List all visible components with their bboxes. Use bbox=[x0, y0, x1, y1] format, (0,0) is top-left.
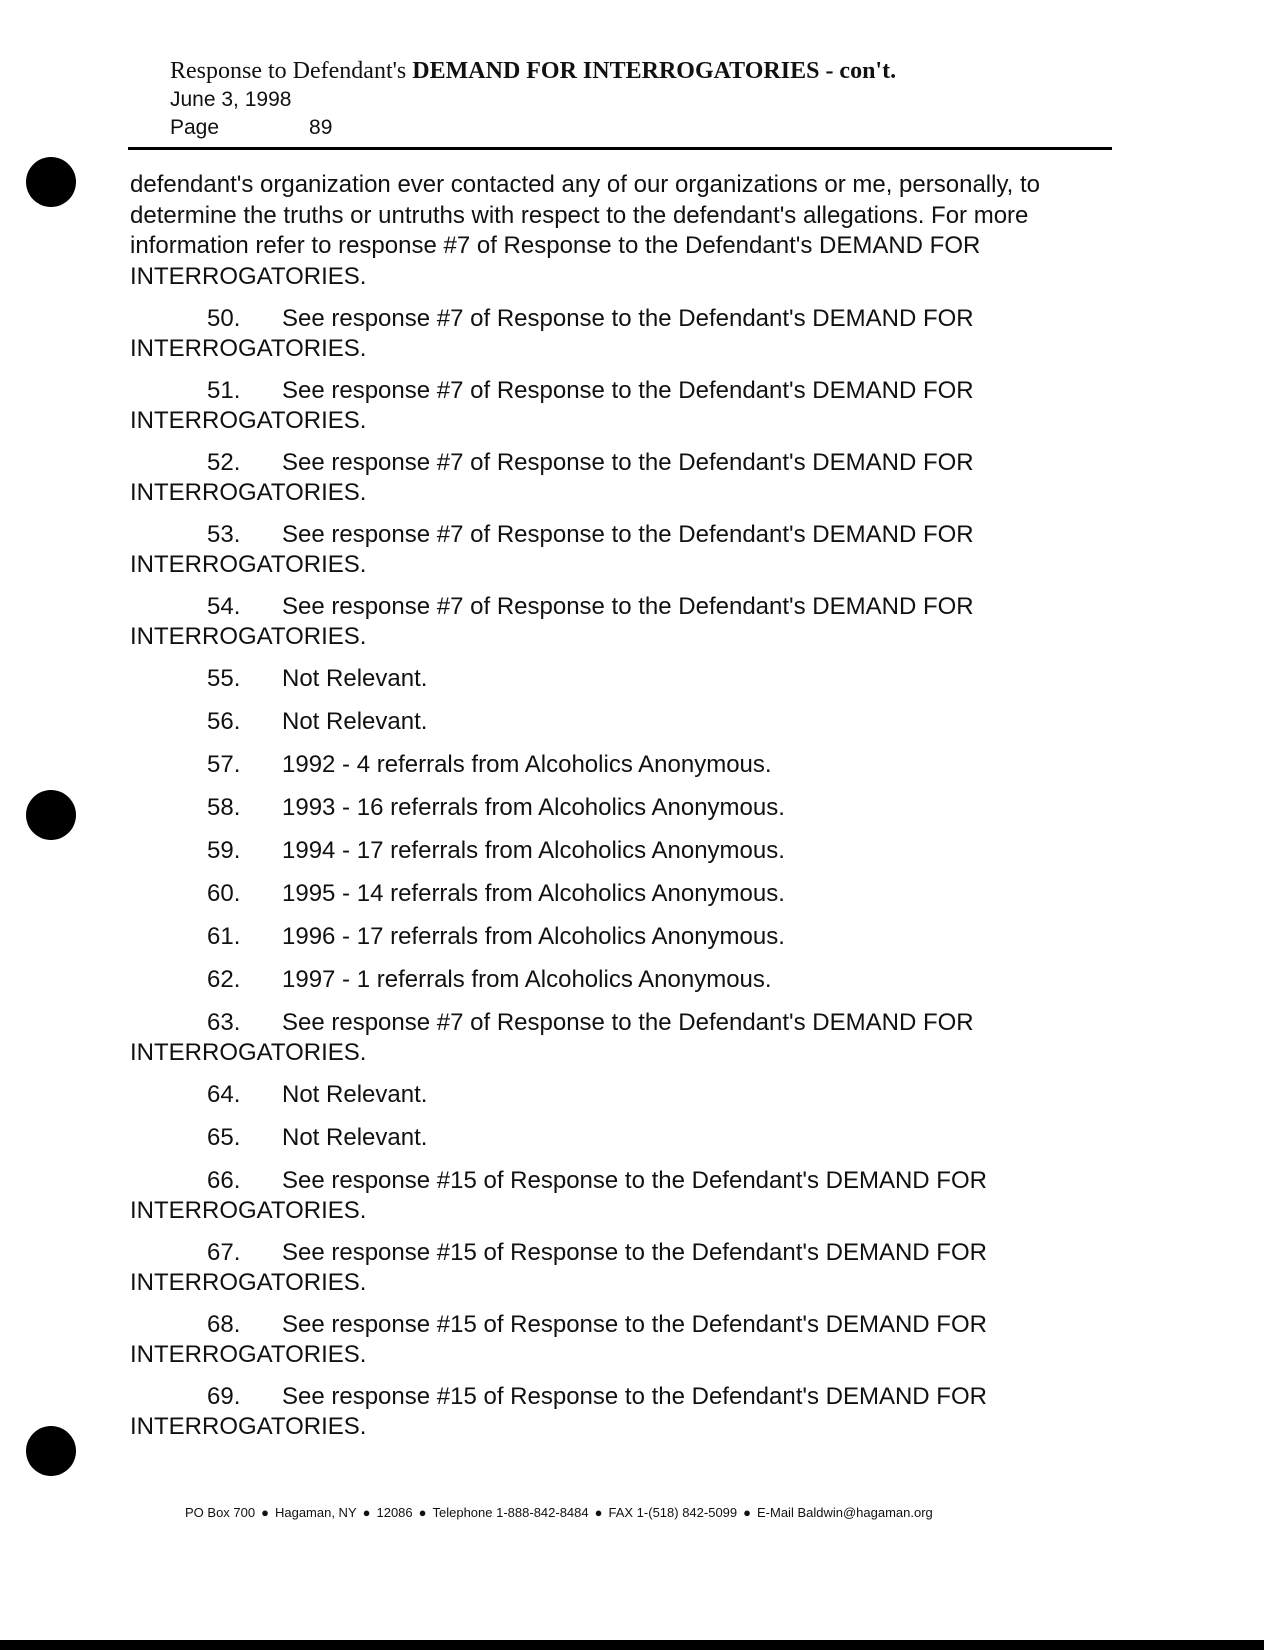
item-text: 1997 - 1 referrals from Alcoholics Anonymous. bbox=[282, 966, 772, 993]
item-continuation: INTERROGATORIES. bbox=[130, 1039, 367, 1066]
item-number: 69. bbox=[207, 1383, 241, 1410]
item-line bbox=[130, 1382, 1110, 1412]
item-continuation: INTERROGATORIES. bbox=[130, 1269, 367, 1296]
item-continuation: INTERROGATORIES. bbox=[130, 623, 367, 650]
item-text: See response #7 of Response to the Defendant's DEMAND FOR bbox=[282, 1009, 974, 1036]
list-item bbox=[130, 1080, 1110, 1110]
item-number: 56. bbox=[207, 708, 241, 735]
footer-email: E-Mail Baldwin@hagaman.org bbox=[757, 1505, 933, 1520]
header-title bbox=[170, 56, 896, 86]
list-item bbox=[130, 304, 1110, 364]
item-line bbox=[130, 1008, 1110, 1038]
item-text: Not Relevant. bbox=[282, 1124, 428, 1151]
header-page bbox=[170, 114, 896, 142]
list-item bbox=[130, 1310, 1110, 1370]
header-rule bbox=[128, 147, 1112, 150]
scan-edge-bar bbox=[0, 1640, 1264, 1650]
item-line bbox=[130, 750, 1110, 780]
punch-hole-bottom bbox=[26, 1426, 76, 1476]
item-continuation: INTERROGATORIES. bbox=[130, 1197, 367, 1224]
item-number: 61. bbox=[207, 923, 241, 950]
item-continuation: INTERROGATORIES. bbox=[130, 407, 367, 434]
footer-po-box: PO Box 700 bbox=[185, 1505, 256, 1520]
punch-hole-middle bbox=[26, 790, 76, 840]
bullet-icon: ● bbox=[594, 1505, 603, 1520]
item-text: See response #15 of Response to the Defendant's DEMAND FOR bbox=[282, 1311, 987, 1338]
footer-telephone: Telephone 1-888-842-8484 bbox=[432, 1505, 589, 1520]
list-item bbox=[130, 707, 1110, 737]
item-number: 59. bbox=[207, 837, 241, 864]
item-line bbox=[130, 448, 1110, 478]
list-item bbox=[130, 664, 1110, 694]
footer-fax: FAX 1-(518) 842-5099 bbox=[608, 1505, 738, 1520]
item-text: See response #15 of Response to the Defendant's DEMAND FOR bbox=[282, 1239, 987, 1266]
item-number: 62. bbox=[207, 966, 241, 993]
item-line bbox=[130, 1080, 1110, 1110]
response-list bbox=[130, 304, 1110, 1442]
lead-paragraph: defendant's organization ever contacted any of our organizations or me, personally, to determine the truths or untruths with respect to the defendant's allegations. For more information refer to response #7 of Response to the Defendant's DEMAND FOR INTERROGATORIES. bbox=[130, 171, 1041, 290]
item-number: 50. bbox=[207, 305, 241, 332]
page-footer bbox=[185, 1505, 933, 1520]
item-line bbox=[130, 664, 1110, 694]
list-item bbox=[130, 879, 1110, 909]
item-line bbox=[130, 707, 1110, 737]
page-number: 89 bbox=[309, 116, 333, 139]
list-item bbox=[130, 922, 1110, 952]
item-text: See response #7 of Response to the Defendant's DEMAND FOR bbox=[282, 305, 974, 332]
item-line bbox=[130, 1238, 1110, 1268]
item-line bbox=[130, 592, 1110, 622]
item-text: 1996 - 17 referrals from Alcoholics Anonymous. bbox=[282, 923, 785, 950]
bullet-icon: ● bbox=[261, 1505, 269, 1520]
list-item bbox=[130, 376, 1110, 436]
item-continuation: INTERROGATORIES. bbox=[130, 335, 367, 362]
list-item bbox=[130, 1166, 1110, 1226]
item-line bbox=[130, 304, 1110, 334]
item-line bbox=[130, 376, 1110, 406]
item-line bbox=[130, 1310, 1110, 1340]
item-number: 65. bbox=[207, 1124, 241, 1151]
document-body bbox=[130, 170, 1110, 1454]
item-text: See response #7 of Response to the Defendant's DEMAND FOR bbox=[282, 521, 974, 548]
item-continuation: INTERROGATORIES. bbox=[130, 1341, 367, 1368]
item-line bbox=[130, 922, 1110, 952]
item-text: See response #15 of Response to the Defendant's DEMAND FOR bbox=[282, 1383, 987, 1410]
header-title-bold: DEMAND FOR INTERROGATORIES - con't. bbox=[412, 58, 897, 84]
item-line bbox=[130, 965, 1110, 995]
item-line bbox=[130, 520, 1110, 550]
item-text: See response #7 of Response to the Defendant's DEMAND FOR bbox=[282, 377, 974, 404]
item-line bbox=[130, 1123, 1110, 1153]
footer-city: Hagaman, NY bbox=[274, 1505, 357, 1520]
item-number: 66. bbox=[207, 1167, 241, 1194]
item-number: 63. bbox=[207, 1009, 241, 1036]
item-text: Not Relevant. bbox=[282, 1081, 428, 1108]
item-number: 55. bbox=[207, 665, 241, 692]
item-number: 64. bbox=[207, 1081, 241, 1108]
list-item bbox=[130, 1123, 1110, 1153]
list-item bbox=[130, 793, 1110, 823]
page-header bbox=[170, 56, 896, 142]
list-item bbox=[130, 1382, 1110, 1442]
item-line bbox=[130, 836, 1110, 866]
item-text: See response #7 of Response to the Defendant's DEMAND FOR bbox=[282, 449, 974, 476]
item-number: 54. bbox=[207, 593, 241, 620]
item-text: Not Relevant. bbox=[282, 665, 428, 692]
item-number: 67. bbox=[207, 1239, 241, 1266]
item-number: 57. bbox=[207, 751, 241, 778]
item-line bbox=[130, 793, 1110, 823]
item-text: 1994 - 17 referrals from Alcoholics Anonymous. bbox=[282, 837, 785, 864]
list-item bbox=[130, 520, 1110, 580]
list-item bbox=[130, 448, 1110, 508]
punch-hole-top bbox=[26, 157, 76, 207]
footer-zip: 12086 bbox=[376, 1505, 413, 1520]
item-text: See response #15 of Response to the Defendant's DEMAND FOR bbox=[282, 1167, 987, 1194]
item-text: 1995 - 14 referrals from Alcoholics Anonymous. bbox=[282, 880, 785, 907]
item-continuation: INTERROGATORIES. bbox=[130, 1413, 367, 1440]
list-item bbox=[130, 965, 1110, 995]
item-text: 1993 - 16 referrals from Alcoholics Anonymous. bbox=[282, 794, 785, 821]
bullet-icon: ● bbox=[418, 1505, 427, 1520]
bullet-icon: ● bbox=[362, 1505, 371, 1520]
header-date: June 3, 1998 bbox=[170, 88, 292, 111]
item-continuation: INTERROGATORIES. bbox=[130, 551, 367, 578]
item-number: 68. bbox=[207, 1311, 241, 1338]
item-continuation: INTERROGATORIES. bbox=[130, 479, 367, 506]
bullet-icon: ● bbox=[743, 1505, 751, 1520]
item-number: 58. bbox=[207, 794, 241, 821]
list-item bbox=[130, 592, 1110, 652]
item-line bbox=[130, 879, 1110, 909]
item-text: Not Relevant. bbox=[282, 708, 428, 735]
item-number: 51. bbox=[207, 377, 241, 404]
header-title-prefix: Response to Defendant's bbox=[170, 58, 413, 84]
list-item bbox=[130, 750, 1110, 780]
item-text: 1992 - 4 referrals from Alcoholics Anonymous. bbox=[282, 751, 772, 778]
list-item bbox=[130, 1238, 1110, 1298]
item-number: 53. bbox=[207, 521, 241, 548]
list-item bbox=[130, 1008, 1110, 1068]
item-line bbox=[130, 1166, 1110, 1196]
item-number: 52. bbox=[207, 449, 241, 476]
list-item bbox=[130, 836, 1110, 866]
item-text: See response #7 of Response to the Defendant's DEMAND FOR bbox=[282, 593, 974, 620]
item-number: 60. bbox=[207, 880, 241, 907]
page-label: Page bbox=[170, 116, 220, 139]
